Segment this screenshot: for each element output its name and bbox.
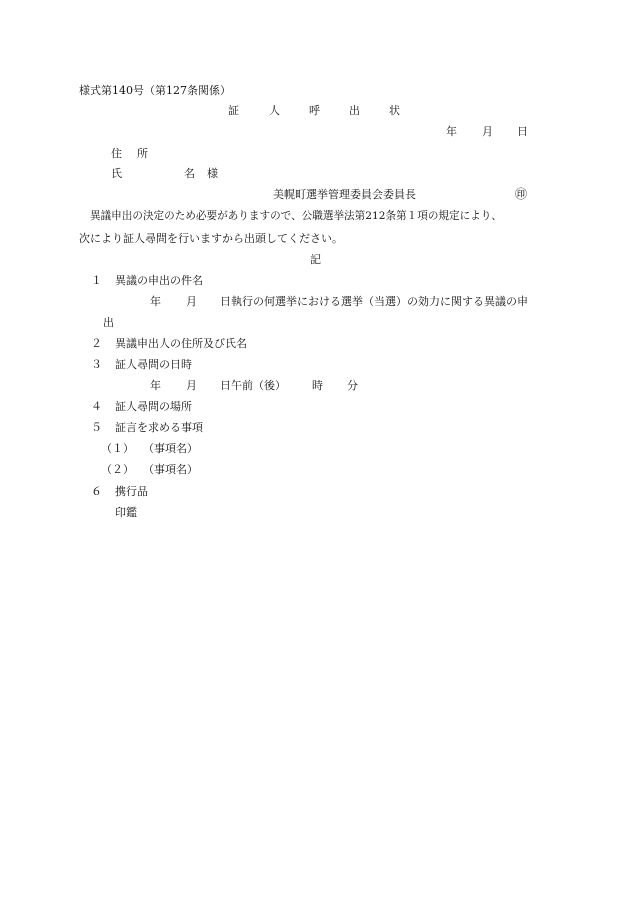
body-text-line1: 異議申出の決定のため必要がありますので、公職選挙法第212条第１項の規定により、 bbox=[90, 210, 502, 222]
issuer-name: 美幌町選挙管理委員会委員長 bbox=[273, 188, 416, 201]
date-month: 月 bbox=[482, 125, 493, 138]
item-label: 異議の申出の件名 bbox=[115, 274, 203, 287]
honorific: 様 bbox=[207, 167, 218, 180]
item-label: 異議申出人の住所及び氏名 bbox=[115, 337, 247, 350]
item-number: １ bbox=[91, 274, 102, 287]
item-detail-month: 月 bbox=[186, 295, 197, 308]
item-detail-month: 月 bbox=[186, 379, 197, 392]
sub-item-text: （事項名） bbox=[143, 442, 198, 455]
seal-mark: ㊞ bbox=[515, 187, 528, 201]
address-label-char: 住 bbox=[111, 147, 122, 160]
item-number: ３ bbox=[91, 358, 102, 371]
item-label: 証人尋問の場所 bbox=[115, 400, 192, 413]
ki-heading: 記 bbox=[310, 253, 321, 266]
sub-item-text: （事項名） bbox=[143, 463, 198, 476]
item-detail: 印鑑 bbox=[115, 506, 137, 519]
item-number: ２ bbox=[91, 337, 102, 350]
item-detail-day: 日午前（後） bbox=[220, 379, 286, 392]
date-day: 日 bbox=[517, 125, 528, 138]
item-detail-minute: 分 bbox=[347, 379, 358, 392]
item-label: 証人尋問の日時 bbox=[115, 358, 192, 371]
item-number: ４ bbox=[91, 400, 102, 413]
sub-item-number: （２） bbox=[101, 463, 134, 476]
item-number: ６ bbox=[91, 485, 102, 498]
body-text-line2: 次により証人尋問を行いますから出頭してください。 bbox=[79, 232, 343, 245]
item-label: 証言を求める事項 bbox=[115, 421, 203, 434]
name-label-char: 名 bbox=[184, 167, 195, 180]
title-char: 状 bbox=[389, 104, 400, 117]
form-number: 様式第140号（第127条関係） bbox=[79, 84, 231, 97]
name-label-char: 氏 bbox=[111, 167, 122, 180]
item-detail-text: 日執行の何選挙における選挙（当選）の効力に関する異議の申 bbox=[220, 295, 528, 308]
item-label: 携行品 bbox=[115, 485, 148, 498]
sub-item-number: （１） bbox=[101, 442, 134, 455]
item-detail-hour: 時 bbox=[312, 379, 323, 392]
title-char: 出 bbox=[349, 104, 360, 117]
title-char: 証 bbox=[228, 104, 239, 117]
title-char: 人 bbox=[269, 104, 280, 117]
address-label-char: 所 bbox=[137, 147, 148, 160]
item-detail-year: 年 bbox=[150, 379, 161, 392]
item-detail-wrap: 出 bbox=[103, 316, 114, 329]
title-char: 呼 bbox=[309, 104, 320, 117]
item-detail-year: 年 bbox=[150, 295, 161, 308]
item-number: ５ bbox=[91, 421, 102, 434]
date-year: 年 bbox=[446, 125, 457, 138]
